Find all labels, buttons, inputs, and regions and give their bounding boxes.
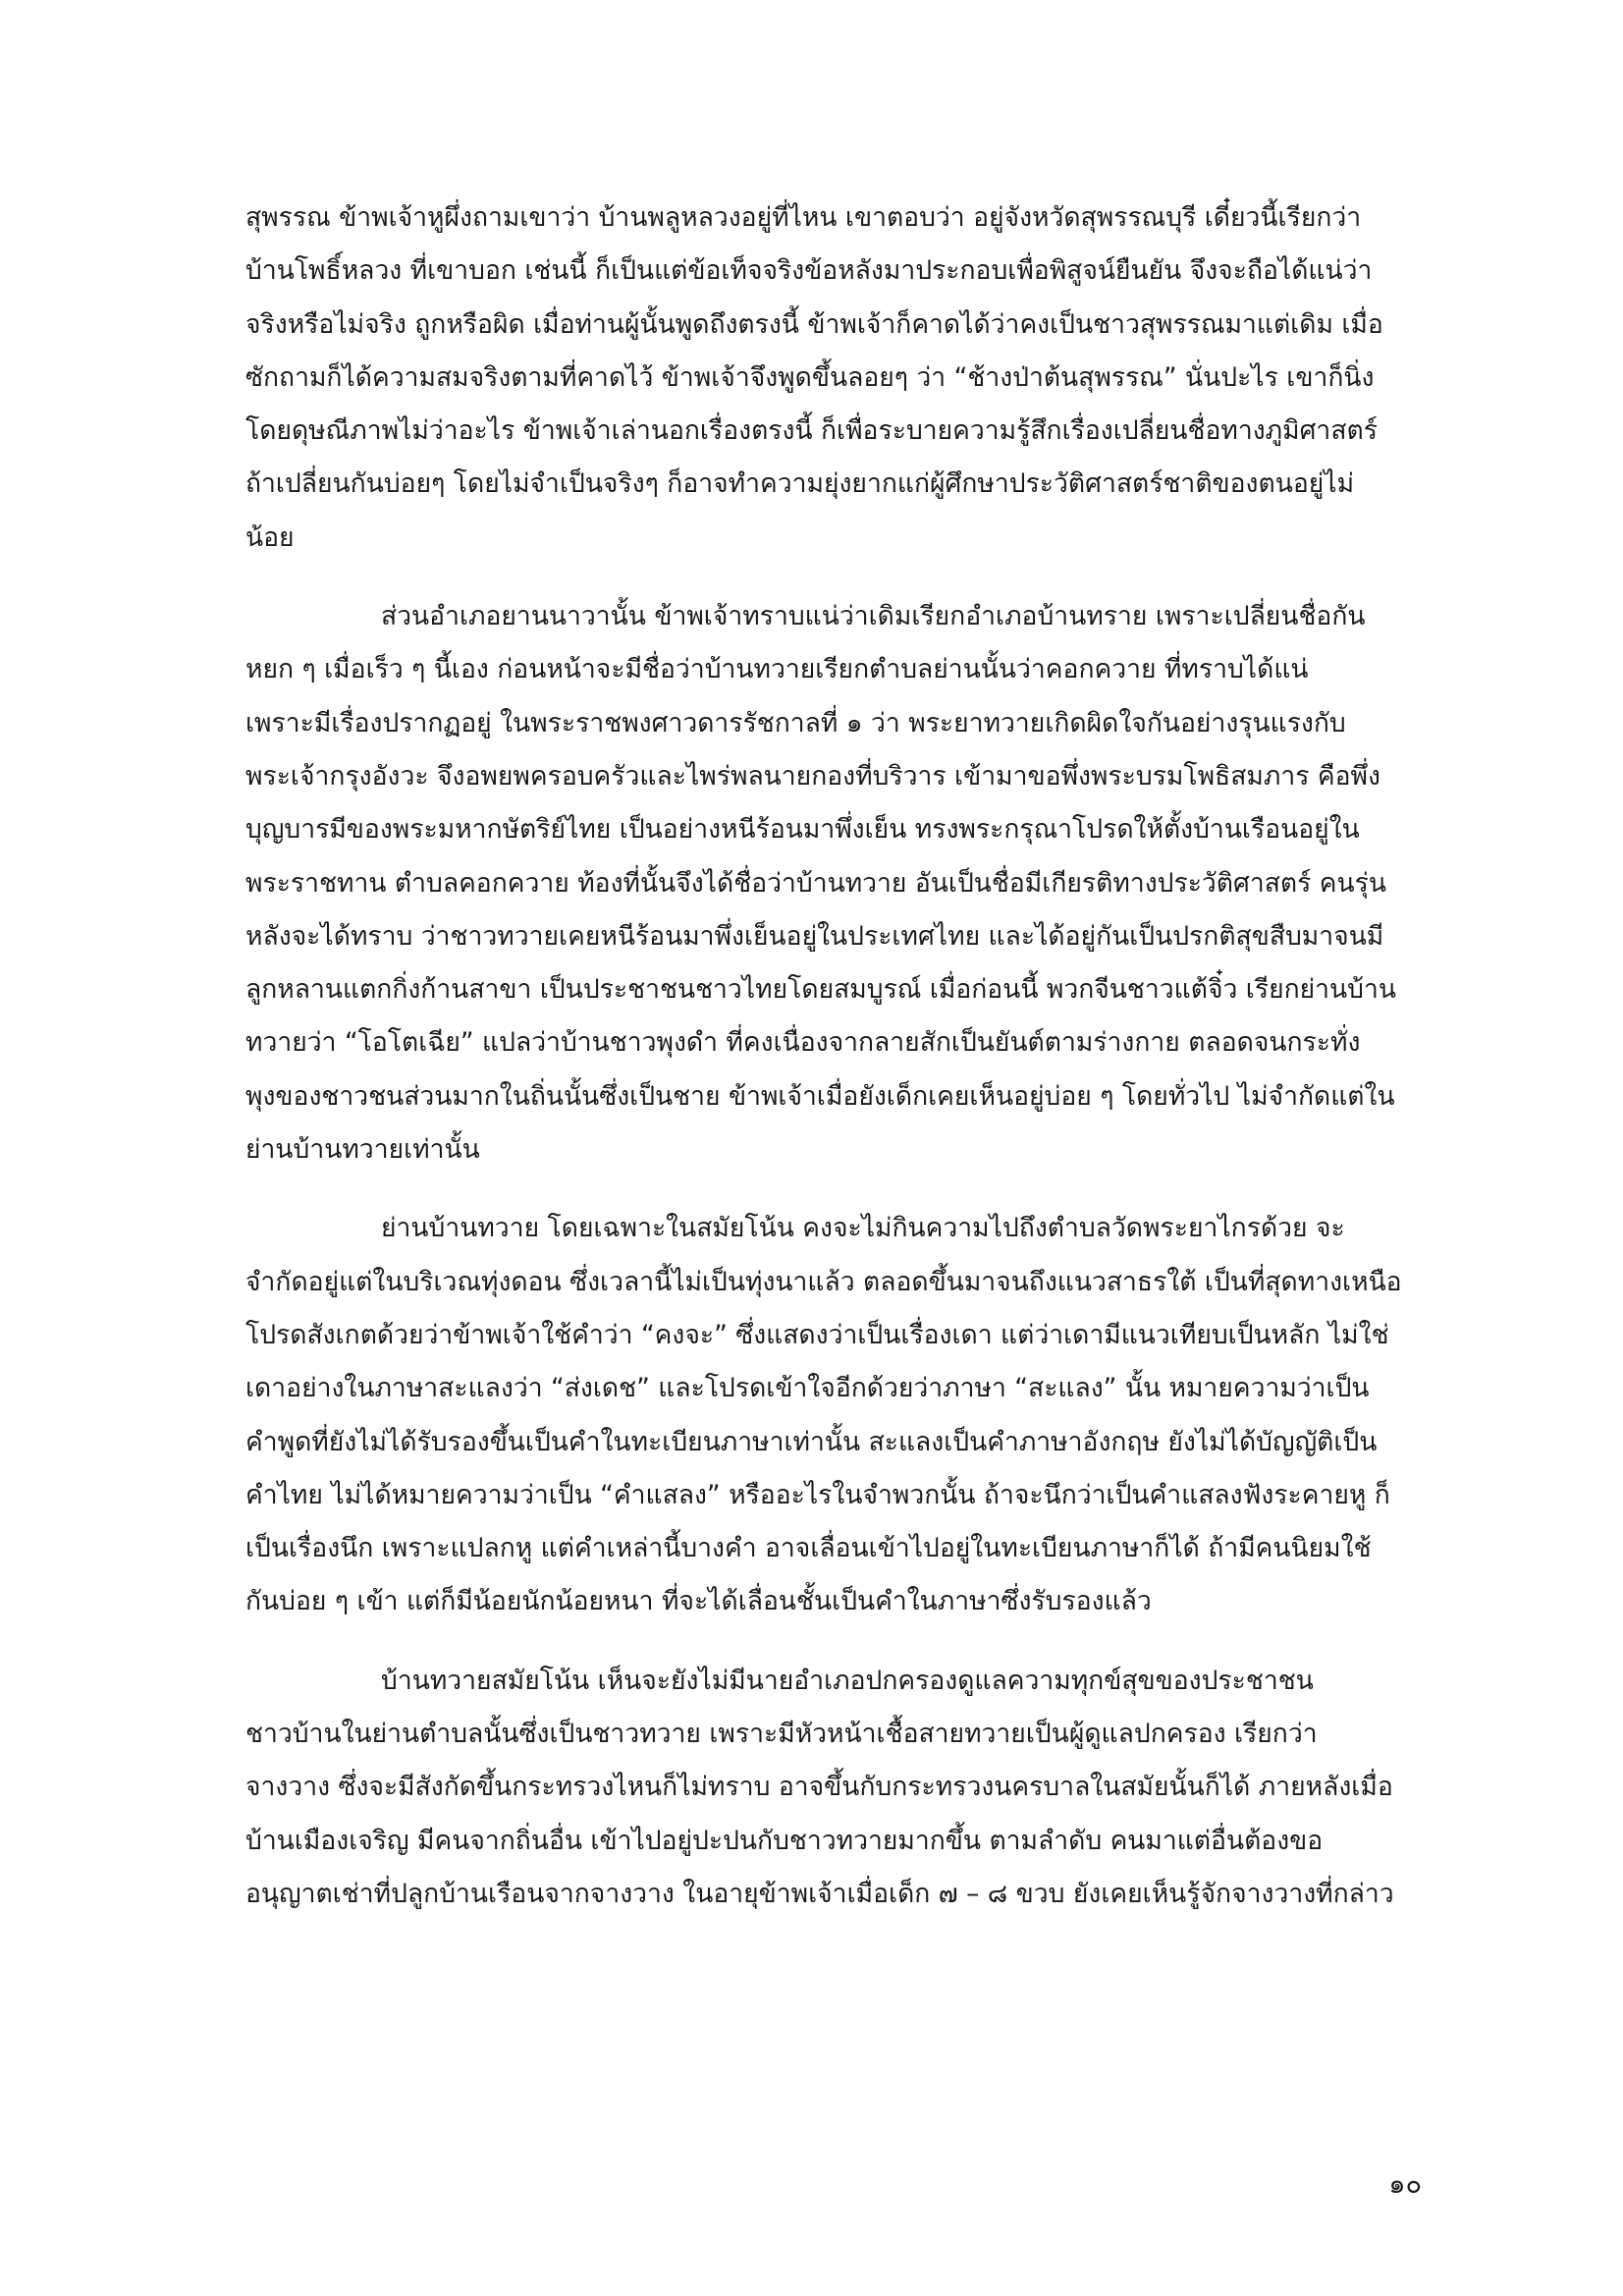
text-line: พุงของชาวชนส่วนมากในถิ่นนั้นซึ่งเป็นชาย ข้าพเจ้าเมื่อยังเด็กเคยเห็นอยู่บ่อย ๆ โดยทั่วไป ไม่จำกัดแต่ใน [245, 1080, 1395, 1112]
text-line: อนุญาตเช่าที่ปลูกบ้านเรือนจากจางวาง ในอายุข้าพเจ้าเมื่อเด็ก ๗ – ๘ ขวบ ยังเคยเห็นรู้จักจางวางที่กล่าว [245, 1878, 1394, 1909]
text-line: โดยดุษณีภาพไม่ว่าอะไร ข้าพเจ้าเล่านอกเรื่องตรงนี้ ก็เพื่อระบายความรู้สึกเรื่องเปลี่ยนชื่อทางภูมิศาสตร์ [245, 415, 1378, 447]
text-line: ชาวบ้านในย่านตำบลนั้นซึ่งเป็นชาวทวาย เพราะมีหัวหน้าเชื้อสายทวายเป็นผู้ดูแลปกครอง เรียกว่า [245, 1719, 1318, 1750]
text-line: พระเจ้ากรุงอังวะ จึงอพยพครอบครัวและไพร่พลนายกองที่บริวาร เข้ามาขอพึ่งพระบรมโพธิสมภาร คือพึ่ง [245, 760, 1380, 792]
paragraph [245, 191, 1429, 565]
text-line: ซักถามก็ได้ความสมจริงตามที่คาดไว้ ข้าพเจ้าจึงพูดขึ้นลอยๆ ว่า “ช้างป่าต้นสุพรรณ” นั่นปะไร เขาก็นิ่ง [245, 361, 1375, 393]
paragraph [245, 1655, 1429, 1921]
text-line: ทวายว่า “โอโตเฉีย” แปลว่าบ้านชาวพุงดำ ที่คงเนื่องจากลายสักเป็นยันต์ตามร่างกาย ตลอดจนกระทั่ง [245, 1027, 1361, 1059]
text-line: กันบ่อย ๆ เข้า แต่ก็มีน้อยนักน้อยหนา ที่จะได้เลื่อนชั้นเป็นคำในภาษาซึ่งรับรองแล้ว [245, 1586, 1152, 1617]
text-line: บ้านเมืองเจริญ มีคนจากถิ่นอื่น เข้าไปอยู่ปะปนกับชาวทวายมากขึ้น ตามลำดับ คนมาแต่อื่นต้องขอ [245, 1825, 1324, 1856]
text-line: บ้านโพธิ์หลวง ที่เขาบอก เช่นนี้ ก็เป็นแต่ข้อเท็จจริงข้อหลังมาประกอบเพื่อพิสูจน์ยืนยัน จึงจะถือได้แน่ว่า [245, 255, 1373, 287]
text-line: สุพรรณ ข้าพเจ้าหูผึ่งถามเขาว่า บ้านพลูหลวงอยู่ที่ไหน เขาตอบว่า อยู่จังหวัดสุพรรณบุรี เดี๋ยวนี้เรียกว่า [245, 202, 1362, 233]
paragraph [245, 590, 1429, 1176]
text-line: ย่านบ้านทวาย โดยเฉพาะในสมัยโน้น คงจะไม่กินความไปถึงตำบลวัดพระยาไกรด้วย จะ [381, 1213, 1345, 1244]
text-line: เป็นเรื่องนึก เพราะแปลกหู แต่คำเหล่านี้บางคำ อาจเลื่อนเข้าไปอยู่ในทะเบียนภาษาก็ได้ ถ้ามีคนนิยมใช้ [245, 1533, 1372, 1564]
page-number: ๑๐ [1388, 2169, 1422, 2200]
text-line: หลังจะได้ทราบ ว่าชาวทวายเคยหนีร้อนมาพึ่งเย็นอยู่ในประเทศไทย และได้อยู่กันเป็นปรกติสุขสืบมาจนมี [245, 920, 1384, 952]
paragraph [245, 1202, 1429, 1628]
text-line: ถ้าเปลี่ยนกันบ่อยๆ โดยไม่จำเป็นจริงๆ ก็อาจทำความยุ่งยากแก่ผู้ศึกษาประวัติศาสตร์ชาติของตนอยู่ไม่ [245, 468, 1355, 500]
text-line: ส่วนอำเภอยานนาวานั้น ข้าพเจ้าทราบแน่ว่าเดิมเรียกอำเภอบ้านทราย เพราะเปลี่ยนชื่อกัน [381, 601, 1366, 632]
text-line: เพราะมีเรื่องปรากฏอยู่ ในพระราชพงศาวดารรัชกาลที่ ๑ ว่า พระยาทวายเกิดผิดใจกันอย่างรุนแรงกับ [245, 707, 1346, 738]
text-line: บ้านทวายสมัยโน้น เห็นจะยังไม่มีนายอำเภอปกครองดูแลความทุกข์สุขของประชาชน [381, 1665, 1314, 1696]
text-line: จำกัดอยู่แต่ในบริเวณทุ่งดอน ซึ่งเวลานี้ไม่เป็นทุ่งนาแล้ว ตลอดขึ้นมาจนถึงแนวสาธรใต้ เป็นที่สุดทางเหนือ [245, 1266, 1402, 1297]
text-line: บุญบารมีของพระมหากษัตริย์ไทย เป็นอย่างหนีร้อนมาพึ่งเย็น ทรงพระกรุณาโปรดให้ตั้งบ้านเรือนอยู่ใน [245, 814, 1360, 846]
text-line: ลูกหลานแตกกิ่งก้านสาขา เป็นประชาชนชาวไทยโดยสมบูรณ์ เมื่อก่อนนี้ พวกจีนชาวแต้จิ๋ว เรียกย่านบ้าน [245, 974, 1396, 1006]
text-line: โปรดสังเกตด้วยว่าข้าพเจ้าใช้คำว่า “คงจะ” ซึ่งแสดงว่าเป็นเรื่องเดา แต่ว่าเดามีแนวเทียบเป็นหลัก ไม่ใช่ [245, 1319, 1389, 1350]
text-line: น้อย [245, 521, 295, 553]
text-line: จางวาง ซึ่งจะมีสังกัดขึ้นกระทรวงไหนก็ไม่ทราบ อาจขึ้นกับกระทรวงนครบาลในสมัยนั้นก็ได้ ภายหลังเมื่อ [245, 1772, 1393, 1803]
text-line: หยก ๆ เมื่อเร็ว ๆ นี้เอง ก่อนหน้าจะมีชื่อว่าบ้านทวายเรียกตำบลย่านนั้นว่าคอกควาย ที่ทราบได้แน่ [245, 654, 1309, 685]
text-line: ย่านบ้านทวายเท่านั้น [245, 1134, 480, 1166]
text-line: เดาอย่างในภาษาสะแลงว่า “ส่งเดช” และโปรดเข้าใจอีกด้วยว่าภาษา “สะแลง” นั้น หมายความว่าเป็น [245, 1373, 1370, 1404]
text-line: คำไทย ไม่ได้หมายความว่าเป็น “คำแสลง” หรืออะไรในจำพวกนั้น ถ้าจะนึกว่าเป็นคำแสลงฟังระคายหู ก็ [245, 1479, 1390, 1510]
text-line: พระราชทาน ตำบลคอกควาย ท้องที่นั้นจึงได้ชื่อว่าบ้านทวาย อันเป็นชื่อมีเกียรติทางประวัติศาสตร์ คนรุ่น [245, 867, 1386, 899]
text-line: จริงหรือไม่จริง ถูกหรือผิด เมื่อท่านผู้นั้นพูดถึงตรงนี้ ข้าพเจ้าก็คาดได้ว่าคงเป็นชาวสุพรรณมาแต่เดิม เมื่อ [245, 308, 1383, 340]
body-text [245, 191, 1429, 1921]
text-line: คำพูดที่ยังไม่ได้รับรองขึ้นเป็นคำในทะเบียนภาษาเท่านั้น สะแลงเป็นคำภาษาอังกฤษ ยังไม่ได้บัญญัติเป็น [245, 1426, 1378, 1457]
